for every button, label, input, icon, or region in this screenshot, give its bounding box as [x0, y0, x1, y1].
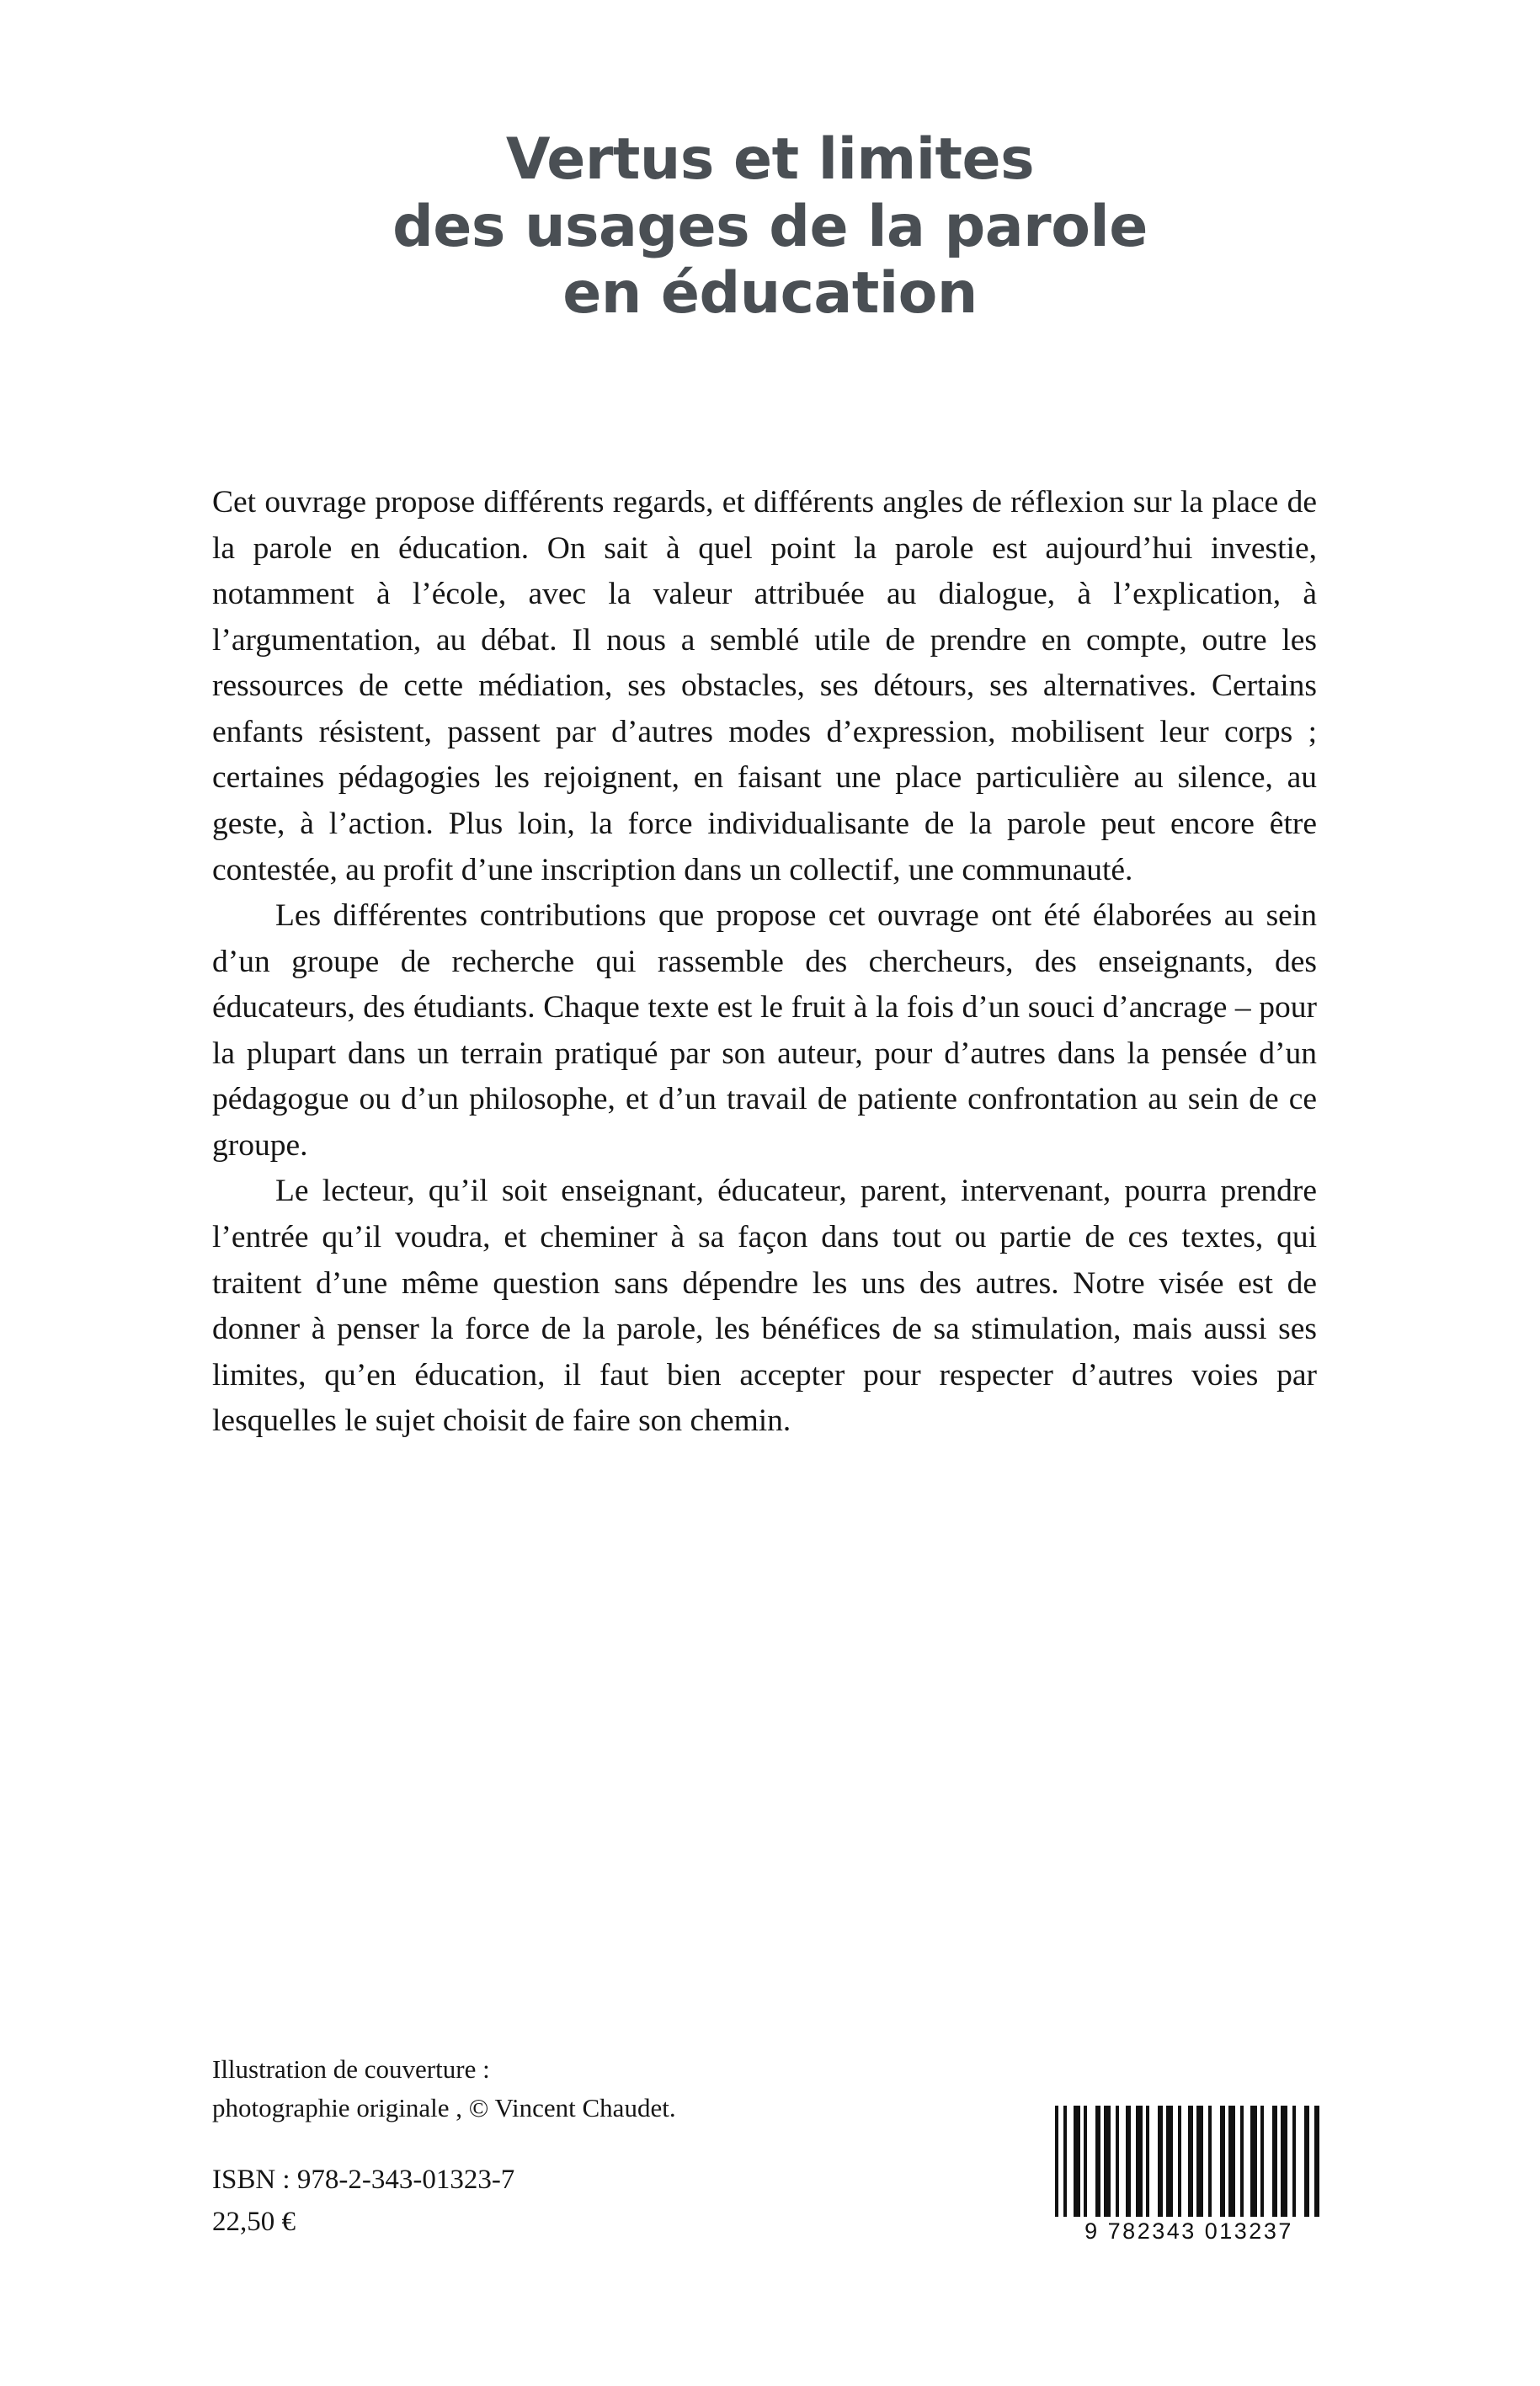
barcode-bars-icon [1055, 2106, 1323, 2217]
blurb-paragraph-3: Le lecteur, qu’il soit enseignant, éducateur, parent, intervenant, pourra prendre l’entrée qu’il voudra, et cheminer à sa façon dans tout ou partie de ces textes, qui traitent d’une même question sans dépendre les uns des autres. Notre visée est de donner à penser la force de la parole, les bénéfices de sa stimulation, mais aussi ses limites, qu’en éducation, il faut bien accepter pour respecter d’autres voies par lesquelles le sujet choisit de faire son chemin. [212, 1174, 1317, 1439]
blurb-paragraph-2: Les différentes contributions que propose cet ouvrage ont été élaborées au sein d’un groupe de recherche qui rassemble des chercheurs, des enseignants, des éducateurs, des étudiants. Chaque texte est le fruit à la fois d’un souci d’ancrage – pour la plupart dans un terrain pratiqué par son auteur, pour d’autres dans la pensée d’un pédagogue ou d’un philosophe, et d’un travail de patiente confrontation au sein de ce groupe. [212, 898, 1317, 1163]
cover-credit-line-2: photographie originale , © Vincent Chaudet. [212, 2093, 676, 2123]
title-line-1: Vertus et limites [505, 126, 1035, 193]
title-line-3: en éducation [562, 260, 978, 328]
page-title [0, 126, 1540, 328]
blurb-paragraph-1: Cet ouvrage propose différents regards, et différents angles de réflexion sur la place de la parole en éducation. On sait à quel point la parole est aujourd’hui investie, notamment à l’école, avec la valeur attribuée au dialogue, à l’explication, à l’argumentation, au débat. Il nous a semblé utile de prendre en compte, outre les ressources de cette médiation, ses obstacles, ses détours, ses alternatives. Certains enfants résistent, passent par d’autres modes d’expression, mobilisent leur corps ; certaines pédagogies les rejoignent, en faisant une place particulière au silence, au geste, à l’action. Plus loin, la force individualisante de la parole peut encore être contestée, au profit d’une inscription dans un collectif, une communauté. [212, 485, 1317, 887]
price-text: 22,50 € [212, 2206, 296, 2237]
barcode-digits: 9 782343 013237 [1084, 2218, 1293, 2244]
cover-credit-line-1: Illustration de couverture : [212, 2053, 490, 2084]
title-line-2: des usages de la parole [392, 193, 1148, 260]
isbn-text: ISBN : 978-2-343-01323-7 [212, 2164, 515, 2195]
blurb-text [212, 480, 1317, 1445]
barcode [1055, 2106, 1323, 2245]
